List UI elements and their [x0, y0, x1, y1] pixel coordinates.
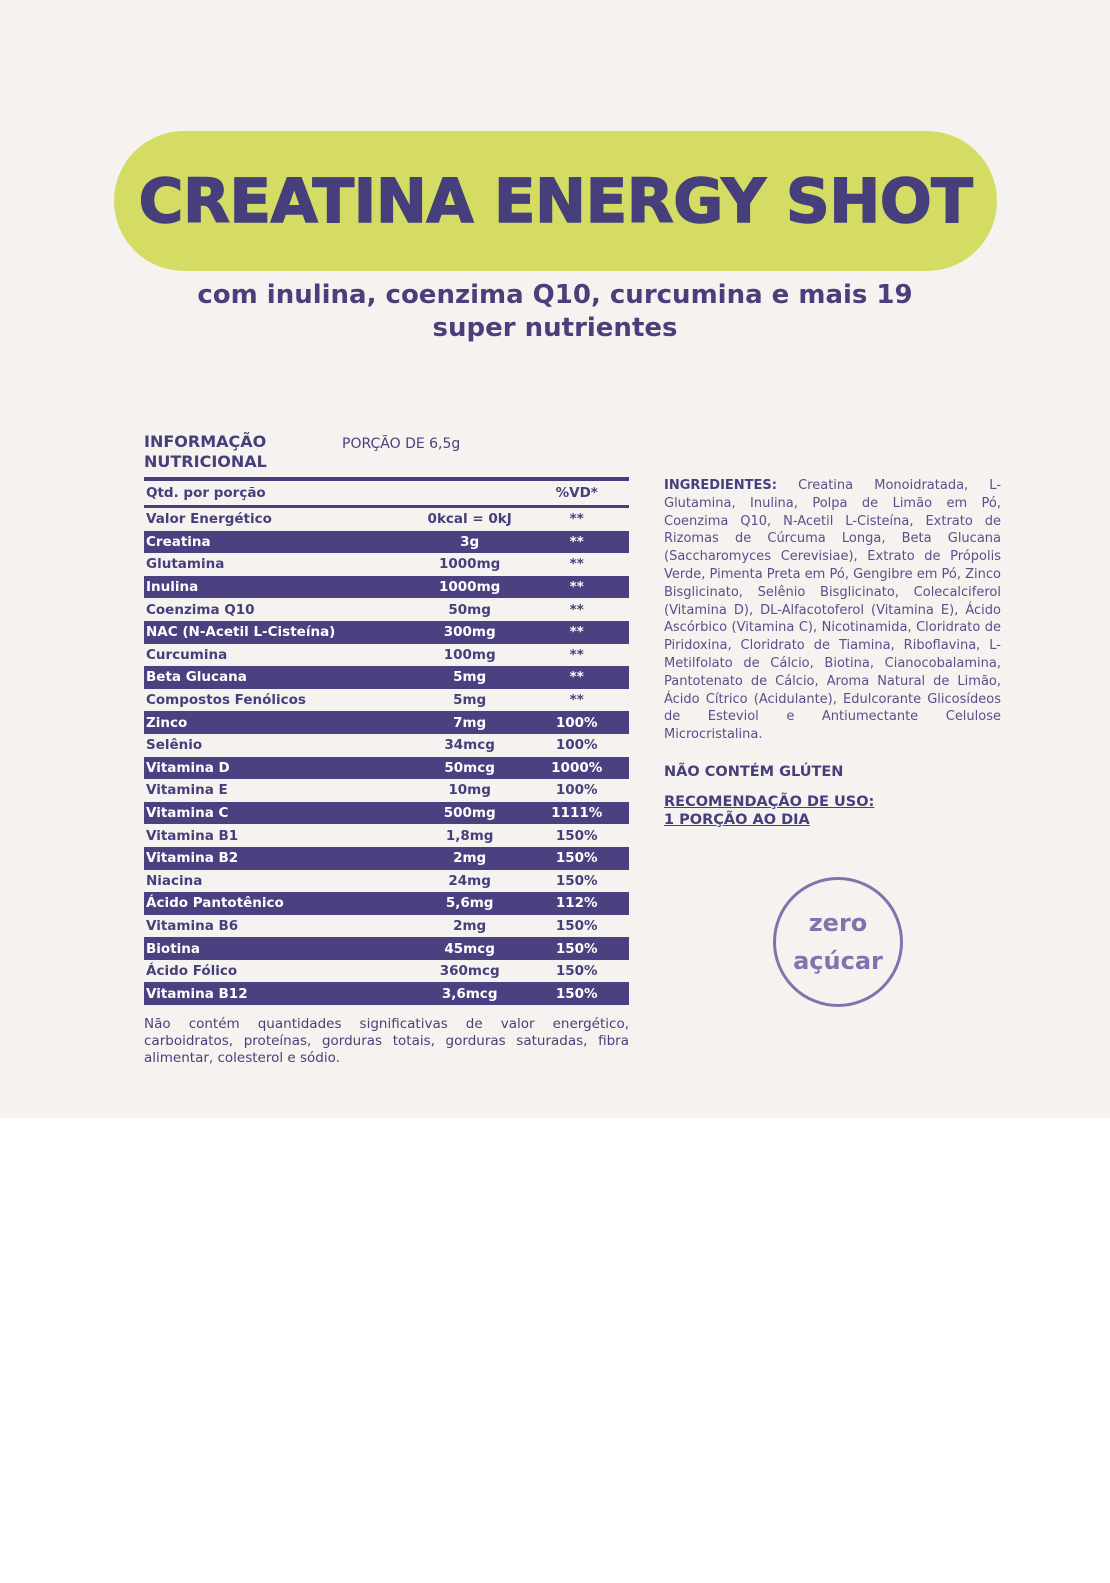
nutrient-amount: 5mg [453, 669, 487, 686]
nutrient-daily-value: 150% [555, 917, 598, 934]
nutrient-daily-value: 100% [555, 714, 598, 731]
nutrient-amount: 10mg [448, 782, 491, 799]
nutrient-name: Ácido Fólico [146, 963, 238, 980]
portion-size: PORÇÃO DE 6,5g [342, 436, 461, 452]
nutrient-amount: 50mcg [444, 759, 495, 776]
nutrition-row [144, 598, 629, 621]
nutrient-amount: 2mg [453, 917, 487, 934]
nutrient-amount: 100mg [443, 646, 496, 663]
zero-sugar-badge [773, 877, 903, 1007]
nutrient-amount: 3g [460, 533, 480, 550]
usage-recommendation [664, 793, 874, 829]
nutrition-table-header [144, 481, 629, 508]
ingredients-block [664, 477, 1001, 744]
nutrient-amount: 0kcal = 0kJ [427, 511, 512, 528]
nutrient-name: Glutamina [146, 556, 225, 573]
nutrient-amount: 1000mg [439, 556, 501, 573]
nutrient-name: Beta Glucana [146, 669, 247, 686]
nutrient-amount: 50mg [448, 601, 491, 618]
product-subtitle: com inulina, coenzima Q10, curcumina e mais 19 super nutrientes [197, 280, 913, 343]
nutrition-row [144, 847, 629, 870]
nutrient-amount: 2mg [453, 850, 487, 867]
nutrient-daily-value: 150% [555, 872, 598, 889]
nutrition-heading: INFORMAÇÃO NUTRICIONAL [144, 432, 267, 471]
nutrition-row [144, 666, 629, 689]
nutrition-row [144, 757, 629, 780]
nutrition-row [144, 937, 629, 960]
nutrient-daily-value: 150% [555, 850, 598, 867]
nutrient-daily-value: ** [569, 646, 584, 663]
nutrition-row [144, 779, 629, 802]
nutrient-name: Vitamina B6 [146, 917, 239, 934]
nutrition-row [144, 982, 629, 1005]
nutrition-row [144, 644, 629, 667]
nutrition-row [144, 824, 629, 847]
nutrition-row [144, 802, 629, 825]
nutrient-name: Vitamina B12 [146, 985, 248, 1002]
nutrient-amount: 300mg [443, 624, 496, 641]
nutrient-daily-value: ** [569, 624, 584, 641]
nutrient-amount: 1,8mg [445, 827, 494, 844]
header-daily-value: %VD* [555, 485, 598, 501]
nutrient-amount: 45mcg [444, 940, 495, 957]
nutrient-daily-value: 1000% [551, 759, 603, 776]
nutrient-daily-value: 150% [555, 985, 598, 1002]
nutrient-name: Selênio [146, 737, 203, 754]
nutrition-footnote: Não contém quantidades significativas de valor energético, carboidratos, proteínas, gorduras totais, gorduras saturadas, fibra alimentar, colesterol e sódio. [144, 1016, 629, 1066]
nutrition-row [144, 508, 629, 531]
nutrition-row [144, 553, 629, 576]
nutrition-row [144, 734, 629, 757]
nutrient-name: Compostos Fenólicos [146, 692, 306, 709]
nutrition-row [144, 960, 629, 983]
nutrition-row [144, 915, 629, 938]
nutrition-table [144, 477, 629, 1005]
nutrient-amount: 5mg [453, 692, 487, 709]
nutrient-name: Zinco [146, 714, 188, 731]
nutrient-name: Coenzima Q10 [146, 601, 255, 618]
nutrient-daily-value: ** [569, 533, 584, 550]
nutrient-amount: 5,6mg [445, 895, 494, 912]
nutrient-daily-value: 112% [555, 895, 598, 912]
product-title: CREATINA ENERGY SHOT [138, 165, 973, 237]
nutrient-daily-value: 150% [555, 940, 598, 957]
nutrient-amount: 360mcg [439, 963, 500, 980]
header-quantity: Qtd. por porção [146, 485, 266, 501]
nutrient-name: Vitamina B1 [146, 827, 239, 844]
nutrient-daily-value: ** [569, 556, 584, 573]
nutrient-name: Vitamina E [146, 782, 228, 799]
nutrient-name: Vitamina D [146, 759, 230, 776]
nutrient-daily-value: ** [569, 669, 584, 686]
nutrition-row [144, 531, 629, 554]
recommendation-title: RECOMENDAÇÃO DE USO: [664, 794, 875, 810]
nutrient-daily-value: ** [569, 579, 584, 596]
nutrient-daily-value: ** [569, 601, 584, 618]
recommendation-dose: 1 PORÇÃO AO DIA [664, 812, 810, 828]
nutrient-daily-value: 150% [555, 827, 598, 844]
nutrient-daily-value: 150% [555, 963, 598, 980]
nutrition-row [144, 711, 629, 734]
nutrient-amount: 500mg [443, 805, 496, 822]
nutrient-name: Valor Energético [146, 511, 272, 528]
nutrition-row [144, 689, 629, 712]
nutrient-amount: 1000mg [439, 579, 501, 596]
ingredients-label: INGREDIENTES: [664, 478, 777, 493]
nutrient-name: Vitamina B2 [146, 850, 239, 867]
nutrient-daily-value: ** [569, 511, 584, 528]
nutrition-row [144, 621, 629, 644]
nutrient-name: Biotina [146, 940, 200, 957]
nutrient-name: Niacina [146, 872, 203, 889]
nutrient-daily-value: 100% [555, 737, 598, 754]
nutrient-daily-value: 100% [555, 782, 598, 799]
nutrient-name: Ácido Pantotênico [146, 895, 284, 912]
nutrient-daily-value: 1111% [551, 805, 603, 822]
nutrient-amount: 7mg [453, 714, 487, 731]
nutrition-row [144, 576, 629, 599]
ingredients-text: Creatina Monoidratada, L-Glutamina, Inulina, Polpa de Limão em Pó, Coenzima Q10, N-Acetil L-Cisteína, Extrato de Rizomas de Cúrcuma Longa, Beta Glucana (Saccharomyces Cerevisiae), Extrato de Própolis Verde, Pimenta Preta em Pó, Gengibre em Pó, Zinco Bisglicinato, Selênio Bisglicinato, Colecalciferol (Vitamina D), DL-Alfacotoferol (Vitamina E), Ácido Ascórbico (Vitamina C), Nicotinamida, Cloridrato de Piridoxina, Cloridrato de Tiamina, Riboflavina, L-Metilfolato de Cálcio, Biotina, Cianocobalamina, Pantotenato de Cálcio, Aroma Natural de Limão, Ácido Cítrico (Acidulante), Edulcorante Glicosídeos de Esteviol e Antiumectante Celulose Microcristalina. [664, 478, 1002, 743]
nutrition-row [144, 892, 629, 915]
badge-line-1: zero [808, 909, 868, 937]
nutrient-name: NAC (N-Acetil L-Cisteína) [146, 624, 336, 641]
nutrient-name: Curcumina [146, 646, 228, 663]
nutrient-daily-value: ** [569, 692, 584, 709]
nutrient-amount: 34mcg [444, 737, 495, 754]
nutrition-row [144, 870, 629, 893]
nutrient-name: Creatina [146, 533, 211, 550]
title-banner [114, 131, 997, 271]
nutrient-amount: 3,6mcg [441, 985, 498, 1002]
nutrient-name: Inulina [146, 579, 199, 596]
nutrient-name: Vitamina C [146, 805, 229, 822]
nutrient-amount: 24mg [448, 872, 491, 889]
gluten-free-notice: NÃO CONTÉM GLÚTEN [664, 764, 844, 780]
badge-line-2: açúcar [793, 947, 883, 975]
